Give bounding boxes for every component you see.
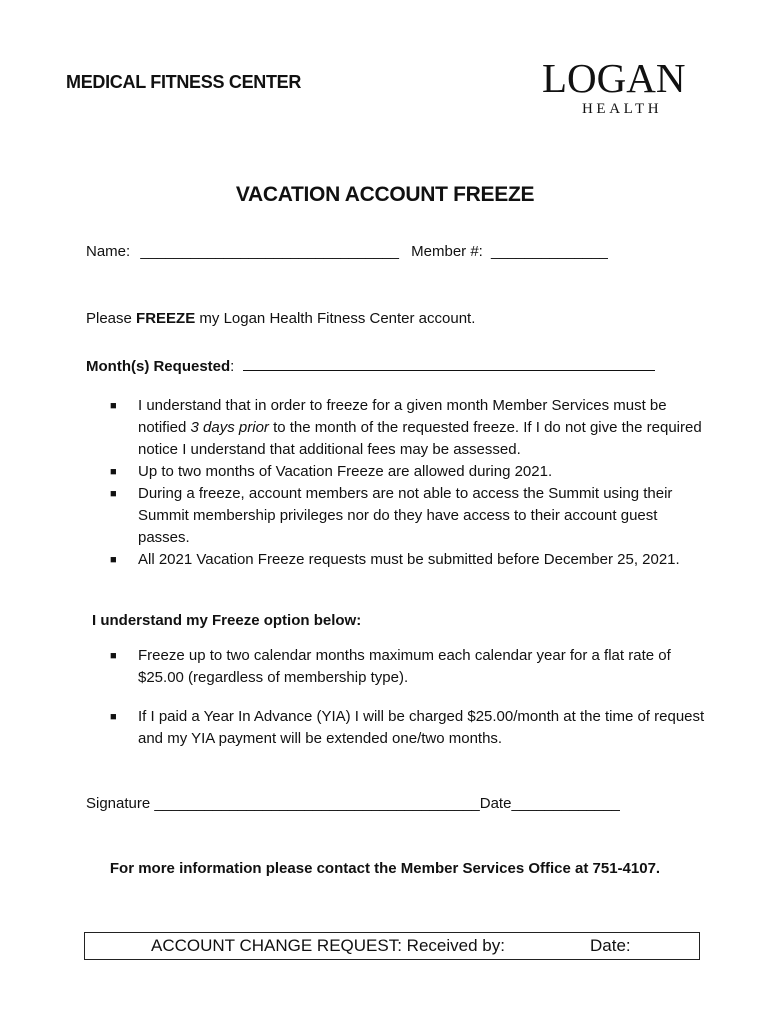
member-label: Member #:: [411, 243, 483, 260]
option-text: If I paid a Year In Advance (YIA) I will be charged $25.00/month at the time of request and my YIA payment will be extended one/two months.: [138, 708, 705, 747]
received-by-label: ACCOUNT CHANGE REQUEST: Received by:: [151, 936, 505, 955]
months-requested-field[interactable]: [243, 356, 655, 371]
logan-health-logo: [542, 56, 722, 120]
org-name: MEDICAL FITNESS CENTER: [66, 72, 302, 92]
member-number-field[interactable]: ______________: [491, 243, 608, 260]
months-label: Month(s) Requested: [86, 358, 231, 375]
bullet-icon: ■: [110, 650, 117, 662]
list-item: [108, 645, 708, 689]
months-colon: :: [230, 358, 235, 375]
box-date-label: Date:: [590, 936, 631, 955]
date-label: Date: [479, 795, 512, 812]
term-text-italic: 3 days prior: [190, 419, 269, 436]
term-text: During a freeze, account members are not able to access the Summit using their Summit membership privileges nor do they have access to their account guest passes.: [138, 485, 673, 546]
months-requested-row: [86, 356, 655, 377]
freeze-request-statement: [86, 309, 475, 329]
form-title: VACATION ACCOUNT FREEZE: [235, 183, 535, 206]
term-text-pre: I understand that in order to freeze for a given month Member Services must be notified: [138, 397, 667, 436]
option-text: Freeze up to two calendar months maximum each calendar year for a flat rate of $25.00 (regardless of membership type).: [138, 647, 671, 686]
bullet-icon: ■: [110, 554, 117, 566]
signature-row: [86, 794, 620, 814]
list-item: [108, 483, 708, 549]
terms-list: [108, 395, 708, 571]
freeze-option-heading: I understand my Freeze option below:: [92, 612, 362, 629]
please-prefix: Please: [86, 310, 137, 327]
term-text: Up to two months of Vacation Freeze are allowed during 2021.: [138, 463, 553, 480]
term-text-post: to the month of the requested freeze. If I do not give the required notice I understand that additional fees may be assessed.: [138, 419, 702, 458]
list-item: [108, 395, 708, 461]
name-label: Name:: [86, 243, 131, 260]
freeze-keyword: FREEZE: [136, 310, 196, 327]
bullet-icon: ■: [110, 466, 117, 478]
account-change-request-box: [84, 932, 700, 960]
list-item: [108, 461, 708, 483]
bullet-icon: ■: [110, 488, 117, 500]
logo-subtitle: HEALTH: [582, 101, 663, 117]
logo-wordmark: LOGAN: [542, 55, 686, 101]
bullet-icon: ■: [110, 711, 117, 723]
bullet-icon: ■: [110, 400, 117, 412]
list-item: [108, 549, 708, 571]
name-field[interactable]: _______________________________: [140, 243, 399, 260]
term-text: All 2021 Vacation Freeze requests must be submitted before December 25, 2021.: [138, 551, 680, 568]
name-member-row: [86, 242, 608, 262]
signature-label: Signature: [86, 795, 151, 812]
date-field[interactable]: _____________: [511, 795, 620, 812]
list-item: [108, 706, 708, 750]
freeze-options-list: [108, 645, 708, 767]
signature-field[interactable]: _______________________________________: [154, 795, 480, 812]
please-suffix: my Logan Health Fitness Center account.: [195, 310, 476, 327]
contact-info: For more information please contact the Member Services Office at 751-4107.: [109, 860, 661, 877]
